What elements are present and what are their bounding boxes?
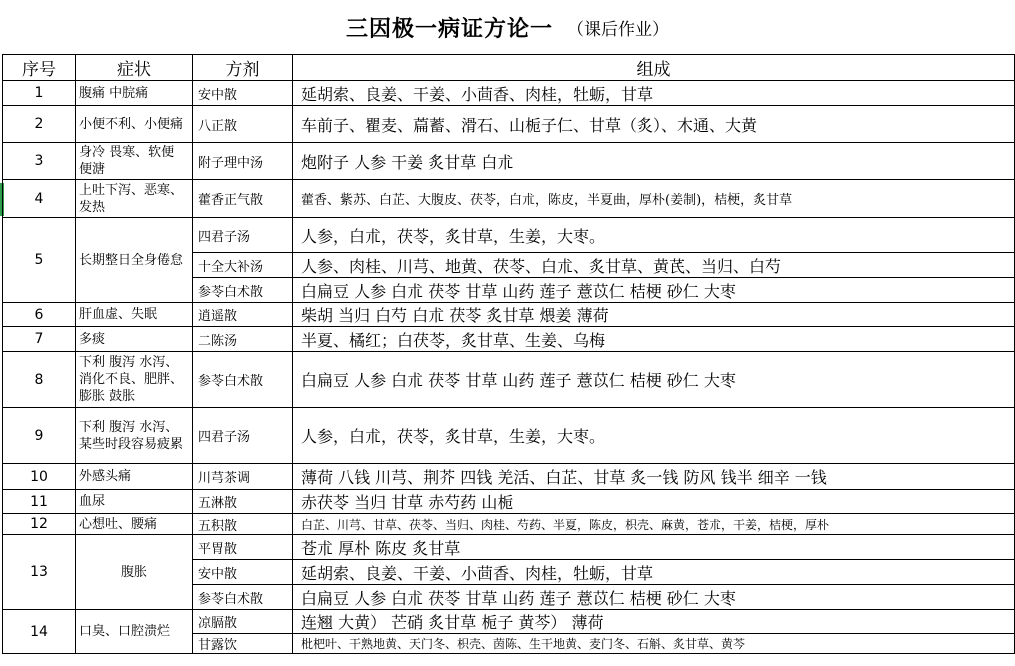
symptom-cell[interactable]: 小便不利、小便痛 bbox=[76, 106, 193, 143]
composition-cell[interactable]: 白芷、川芎、甘草、茯苓、当归、肉桂、芍药、半夏，陈皮，枳壳、麻黄，苍朮，干姜，桔梗，厚朴 bbox=[293, 514, 1015, 535]
row-number[interactable]: 4 bbox=[3, 180, 76, 218]
symptom-cell[interactable]: 腹痛 中脘痛 bbox=[76, 81, 193, 106]
table-row bbox=[3, 408, 1015, 464]
prescription-cell[interactable]: 安中散 bbox=[193, 81, 293, 106]
row-number[interactable]: 2 bbox=[3, 106, 76, 143]
prescription-cell[interactable]: 四君子汤 bbox=[193, 218, 293, 253]
row-number[interactable]: 14 bbox=[3, 610, 76, 654]
composition-cell[interactable]: 人参，白朮，茯苓，炙甘草，生姜，大枣。 bbox=[293, 218, 1015, 253]
row-number[interactable]: 5 bbox=[3, 218, 76, 303]
row-number[interactable]: 8 bbox=[3, 352, 76, 408]
prescription-cell[interactable]: 藿香正气散 bbox=[193, 180, 293, 218]
composition-cell[interactable]: 柴胡 当归 白芍 白朮 茯苓 炙甘草 煨姜 薄荷 bbox=[293, 303, 1015, 327]
prescription-cell[interactable]: 二陈汤 bbox=[193, 327, 293, 352]
prescription-cell[interactable]: 逍遥散 bbox=[193, 303, 293, 327]
symptom-cell[interactable]: 肝血虚、失眠 bbox=[76, 303, 193, 327]
composition-cell[interactable]: 苍朮 厚朴 陈皮 炙甘草 bbox=[293, 535, 1015, 560]
composition-cell[interactable]: 枇杷叶、干熟地黄、天门冬、枳壳、茵陈、生干地黄、麦门冬、石斛、炙甘草、黄芩 bbox=[293, 634, 1015, 654]
table-row bbox=[3, 490, 1015, 514]
row-number[interactable]: 3 bbox=[3, 143, 76, 180]
composition-cell[interactable]: 炮附子 人参 干姜 炙甘草 白朮 bbox=[293, 143, 1015, 180]
symptom-cell[interactable]: 口臭、口腔溃烂 bbox=[76, 610, 193, 654]
prescription-cell[interactable]: 川芎茶调 bbox=[193, 464, 293, 490]
header-no[interactable]: 序号 bbox=[3, 55, 76, 81]
prescription-cell[interactable]: 参苓白术散 bbox=[193, 352, 293, 408]
symptom-cell[interactable]: 下利 腹泻 水泻、某些时段容易疲累 bbox=[76, 408, 193, 464]
symptom-cell[interactable]: 长期整日全身倦怠 bbox=[76, 218, 193, 303]
symptom-cell[interactable]: 血尿 bbox=[76, 490, 193, 514]
symptom-cell[interactable]: 外感头痛 bbox=[76, 464, 193, 490]
symptom-cell[interactable]: 多痰 bbox=[76, 327, 193, 352]
symptom-cell[interactable]: 腹胀 bbox=[76, 535, 193, 610]
prescription-cell[interactable]: 附子理中汤 bbox=[193, 143, 293, 180]
prescription-cell[interactable]: 五积散 bbox=[193, 514, 293, 535]
table-row bbox=[3, 352, 1015, 408]
composition-cell[interactable]: 薄荷 八钱 川芎、荆芥 四钱 羌活、白芷、甘草 炙一钱 防风 钱半 细辛 一钱 bbox=[293, 464, 1015, 490]
table-row bbox=[3, 327, 1015, 352]
row-number[interactable]: 13 bbox=[3, 535, 76, 610]
table-row bbox=[3, 535, 1015, 560]
symptom-cell[interactable]: 心想吐、腰痛 bbox=[76, 514, 193, 535]
symptom-cell[interactable]: 上吐下泻、恶寒、发热 bbox=[76, 180, 193, 218]
sheet-title bbox=[0, 0, 1015, 54]
table-row bbox=[3, 514, 1015, 535]
prescription-cell[interactable]: 凉膈散 bbox=[193, 610, 293, 634]
composition-cell[interactable]: 赤茯苓 当归 甘草 赤芍药 山栀 bbox=[293, 490, 1015, 514]
prescription-cell[interactable]: 参苓白术散 bbox=[193, 278, 293, 303]
prescription-cell[interactable]: 五淋散 bbox=[193, 490, 293, 514]
prescription-cell[interactable]: 平胃散 bbox=[193, 535, 293, 560]
composition-cell[interactable]: 半夏、橘红；白茯苓，炙甘草、生姜、乌梅 bbox=[293, 327, 1015, 352]
composition-cell[interactable]: 车前子、瞿麦、萹蓄、滑石、山栀子仁、甘草（炙）、木通、大黄 bbox=[293, 106, 1015, 143]
composition-cell[interactable]: 白扁豆 人参 白朮 茯苓 甘草 山药 莲子 薏苡仁 桔梗 砂仁 大枣 bbox=[293, 278, 1015, 303]
prescription-cell[interactable]: 甘露饮 bbox=[193, 634, 293, 654]
row-number[interactable]: 11 bbox=[3, 490, 76, 514]
table-row bbox=[3, 464, 1015, 490]
table-row bbox=[3, 106, 1015, 143]
composition-cell[interactable]: 人参、肉桂、川芎、地黄、茯苓、白朮、炙甘草、黄芪、当归、白芍 bbox=[293, 253, 1015, 278]
prescription-cell[interactable]: 四君子汤 bbox=[193, 408, 293, 464]
row-number[interactable]: 12 bbox=[3, 514, 76, 535]
row-number[interactable]: 9 bbox=[3, 408, 76, 464]
composition-cell[interactable]: 连翘 大黄） 芒硝 炙甘草 栀子 黄芩） 薄荷 bbox=[293, 610, 1015, 634]
composition-cell[interactable]: 藿香、紫苏、白芷、大腹皮、茯苓，白朮，陈皮，半夏曲，厚朴(姜制)，桔梗，炙甘草 bbox=[293, 180, 1015, 218]
row-number[interactable]: 1 bbox=[3, 81, 76, 106]
table-row bbox=[3, 610, 1015, 634]
table-row bbox=[3, 81, 1015, 106]
header-prescription[interactable]: 方剂 bbox=[193, 55, 293, 81]
composition-cell[interactable]: 白扁豆 人参 白朮 茯苓 甘草 山药 莲子 薏苡仁 桔梗 砂仁 大枣 bbox=[293, 352, 1015, 408]
prescription-cell[interactable]: 八正散 bbox=[193, 106, 293, 143]
row-number[interactable]: 7 bbox=[3, 327, 76, 352]
row-number[interactable]: 10 bbox=[3, 464, 76, 490]
header-symptom[interactable]: 症状 bbox=[76, 55, 193, 81]
prescription-table bbox=[2, 54, 1015, 654]
symptom-cell[interactable]: 下利 腹泻 水泻、消化不良、肥胖、膨胀 鼓胀 bbox=[76, 352, 193, 408]
title-sub: （课后作业） bbox=[567, 19, 669, 40]
prescription-cell[interactable]: 参苓白术散 bbox=[193, 585, 293, 610]
composition-cell[interactable]: 延胡索、良姜、干姜、小茴香、肉桂，牡蛎，甘草 bbox=[293, 81, 1015, 106]
table-row bbox=[3, 218, 1015, 253]
table-row bbox=[3, 303, 1015, 327]
header-row bbox=[3, 55, 1015, 81]
table-row bbox=[3, 143, 1015, 180]
composition-cell[interactable]: 白扁豆 人参 白朮 茯苓 甘草 山药 莲子 薏苡仁 桔梗 砂仁 大枣 bbox=[293, 585, 1015, 610]
composition-cell[interactable]: 延胡索、良姜、干姜、小茴香、肉桂，牡蛎，甘草 bbox=[293, 560, 1015, 585]
composition-cell[interactable]: 人参，白朮，茯苓，炙甘草，生姜，大枣。 bbox=[293, 408, 1015, 464]
table-row bbox=[3, 180, 1015, 218]
prescription-cell[interactable]: 安中散 bbox=[193, 560, 293, 585]
symptom-cell[interactable]: 身冷 畏寒、软便 便溏 bbox=[76, 143, 193, 180]
row-number[interactable]: 6 bbox=[3, 303, 76, 327]
title-main: 三因极一病证方论一 bbox=[345, 15, 553, 42]
header-composition[interactable]: 组成 bbox=[293, 55, 1015, 81]
prescription-cell[interactable]: 十全大补汤 bbox=[193, 253, 293, 278]
